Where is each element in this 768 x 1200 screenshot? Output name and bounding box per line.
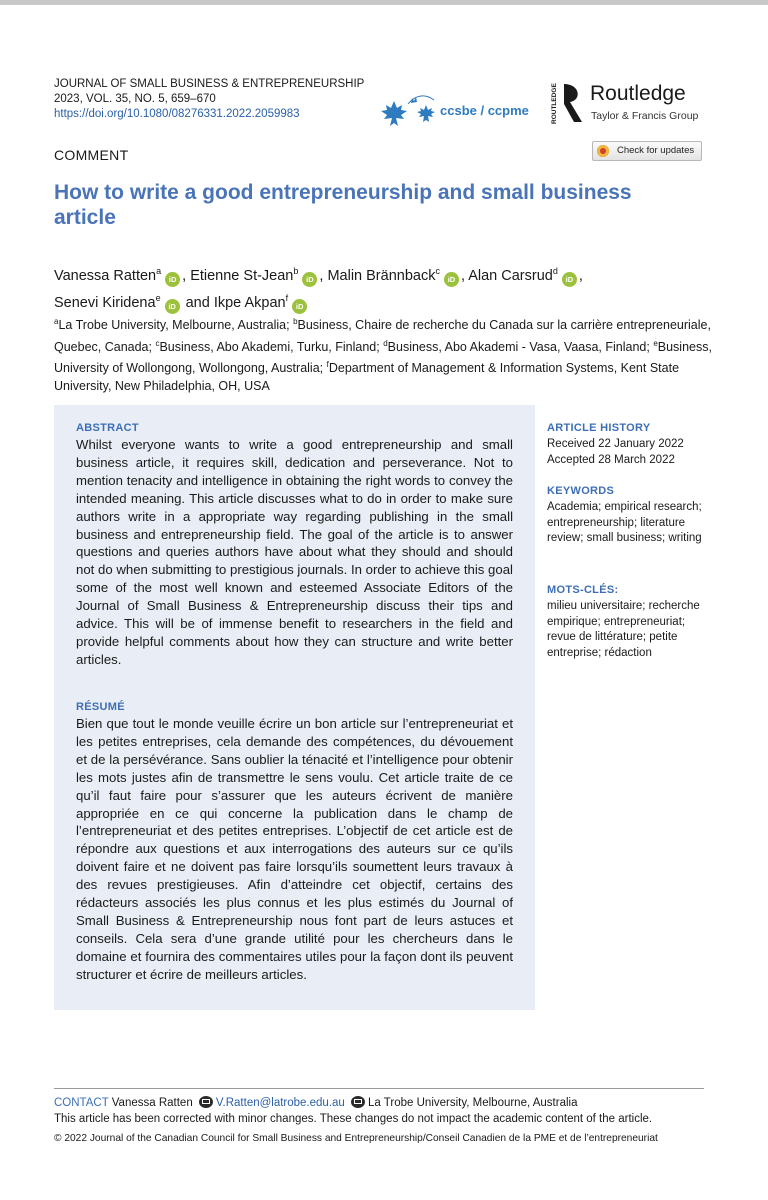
- footer-rule: [54, 1088, 704, 1089]
- journal-volume: 2023, VOL. 35, NO. 5, 659–670: [54, 93, 216, 105]
- orcid-icon[interactable]: iD: [444, 272, 459, 287]
- affiliation-mark: c: [155, 338, 160, 348]
- email-icon: [199, 1096, 213, 1108]
- author-affiliation-mark: c: [435, 266, 440, 276]
- correction-note: This article has been corrected with minor changes. These changes do not impact the academic content of the article.: [54, 1113, 653, 1125]
- orcid-icon[interactable]: iD: [302, 272, 317, 287]
- author-separator: ,: [578, 267, 583, 284]
- affiliations: [54, 313, 714, 395]
- publisher-name: Routledge: [590, 82, 686, 105]
- author-separator: ,: [460, 267, 469, 284]
- journal-name: JOURNAL OF SMALL BUSINESS & ENTREPRENEURSHIP: [54, 78, 365, 90]
- author-name: Ikpe Akpan: [213, 294, 286, 311]
- contact-address: La Trobe University, Melbourne, Australia: [368, 1097, 578, 1109]
- keywords-text: Academia; empirical research; entrepreneurship; literature review; small business; writing: [547, 501, 702, 544]
- copyright: © 2022 Journal of the Canadian Council for Small Business and Entrepreneurship/Conseil Canadien de la PME et de l’entrepreneuriat: [54, 1133, 658, 1144]
- article-type: COMMENT: [54, 147, 129, 163]
- affiliation-text: Business, University of Wollongong, Wollongong, Australia;: [54, 339, 712, 376]
- orcid-icon[interactable]: iD: [562, 272, 577, 287]
- author-affiliation-mark: f: [285, 292, 289, 303]
- top-border: [0, 0, 768, 5]
- abstract-text: Whilst everyone wants to write a good entrepreneurship and small business article, it requires skill, dedication and perseverance. Not to mention tenacity and intelligence in obtaining the right words to convey the intended meaning. This article discusses what to do in order to make sure authors write in a appropriate way regarding publishing in the small business and entrepreneurship field. The goal of the article is to answer questions and queries authors have about what they should and should not do when submitting to prestigious journals. In order to achieve this goal some of the most well known and esteemed Associate Editors of the Journal of Small Business & Entrepreneurship discuss their tips and advice. This will be of immense benefit to researchers in the field and provide helpful comments about how they can structure and write better articles.: [76, 437, 513, 667]
- contact-email[interactable]: V.Ratten@latrobe.edu.au: [215, 1097, 345, 1109]
- accepted-date: Accepted 28 March 2022: [547, 454, 675, 466]
- author-separator: ,: [319, 267, 328, 284]
- author-list: [54, 260, 714, 314]
- doi-link[interactable]: https://doi.org/10.1080/08276331.2022.2059983: [54, 108, 300, 120]
- check-updates-label: Check for updates: [617, 145, 695, 156]
- motscles-text: milieu universitaire; recherche empirique; entrepreneuriat; revue de littérature; petite entreprise; rédaction: [547, 600, 700, 659]
- author-affiliation-mark: e: [155, 292, 161, 303]
- author-name: Vanessa Ratten: [54, 267, 157, 284]
- author-separator: ,: [182, 267, 191, 284]
- article-title: How to write a good entrepreneurship and small business article: [54, 181, 632, 229]
- affiliation-mark: e: [653, 338, 658, 348]
- affiliation-text: Business, Chaire de recherche du Canada sur la carrière entrepreneuriale, Quebec, Canada;: [54, 318, 711, 354]
- received-date: Received 22 January 2022: [547, 438, 684, 450]
- resume-text: Bien que tout le monde veuille écrire un bon article sur l’entrepreneuriat et les petites entreprises, cela demande des compétences, du dévouement et de la persévérance. Sans oublier la ténacité et l’intelligence pour obtenir les mots justes afin de transmettre le sens voulu. Cet article traite de ce qu’il faut faire pour s’assurer que les auteurs écrivent de manière appropriée en ce qui concerne la publication dans le champ de l’entrepreneuriat et des petites entreprises. L’objectif de cet article est de répondre aux questions et aux interrogations des auteurs sur ce qu’ils doivent faire et ne doivent pas faire lorsqu’ils soumettent leurs travaux à des revues prestigieuses. Afin d’atteindre cet objectif, certains des rédacteurs associés les plus connus et les plus estimés du Journal of Small Business & Entrepreneurship nous font part de leurs astuces et conseils. Cela sera d’une grande utilité pour les chercheurs dans le domaine et fournira des commentaires utiles pour la façon dont ils peuvent structurer et écrire de meilleurs articles.: [76, 716, 513, 982]
- journal-header: [54, 77, 364, 122]
- affiliation-mark: d: [383, 338, 388, 348]
- keywords-heading: KEYWORDS: [547, 485, 615, 497]
- author-affiliation-mark: b: [293, 266, 299, 276]
- contact-name: Vanessa Ratten: [111, 1097, 193, 1109]
- address-icon: [351, 1096, 365, 1108]
- author-name: Etienne St-Jean: [190, 267, 294, 284]
- affiliation-text: Business, Abo Akademi - Vasa, Vaasa, Finland;: [387, 339, 654, 354]
- article-history-heading: ARTICLE HISTORY: [547, 422, 651, 434]
- publisher-subtitle: Taylor & Francis Group: [591, 110, 699, 122]
- check-updates-button[interactable]: [592, 141, 702, 161]
- author-affiliation-mark: d: [552, 266, 558, 276]
- affiliation-mark: a: [54, 317, 59, 326]
- resume-heading: RÉSUMÉ: [76, 701, 125, 713]
- orcid-icon[interactable]: iD: [165, 299, 180, 314]
- affiliation-mark: f: [326, 360, 329, 370]
- orcid-icon[interactable]: iD: [292, 299, 307, 314]
- affiliation-text: Business, Abo Akademi, Turku, Finland;: [159, 339, 384, 354]
- crossmark-icon: [597, 145, 609, 157]
- affiliation-mark: b: [293, 317, 298, 326]
- affiliation-text: Department of Management & Information Systems, Kent State University, New Philadelphia, OH, USA: [54, 361, 680, 393]
- author-separator: and: [181, 294, 214, 311]
- contact-line: [54, 1095, 577, 1111]
- contact-label: CONTACT: [54, 1097, 109, 1109]
- author-name: Alan Carsrud: [468, 267, 553, 284]
- author-name: Senevi Kiridena: [54, 294, 156, 311]
- author-name: Malin Brännback: [327, 267, 436, 284]
- orcid-icon[interactable]: iD: [165, 272, 180, 287]
- routledge-logo: [550, 80, 586, 126]
- affiliation-text: La Trobe University, Melbourne, Australia;: [58, 318, 294, 333]
- motscles-heading: MOTS-CLÉS:: [547, 584, 619, 596]
- abstract-heading: ABSTRACT: [76, 422, 139, 434]
- author-affiliation-mark: a: [156, 266, 162, 276]
- ccsbe-logo-text: ccsbe / ccpme: [440, 103, 529, 118]
- routledge-vertical-wordmark: ROUTLEDGE: [551, 83, 558, 124]
